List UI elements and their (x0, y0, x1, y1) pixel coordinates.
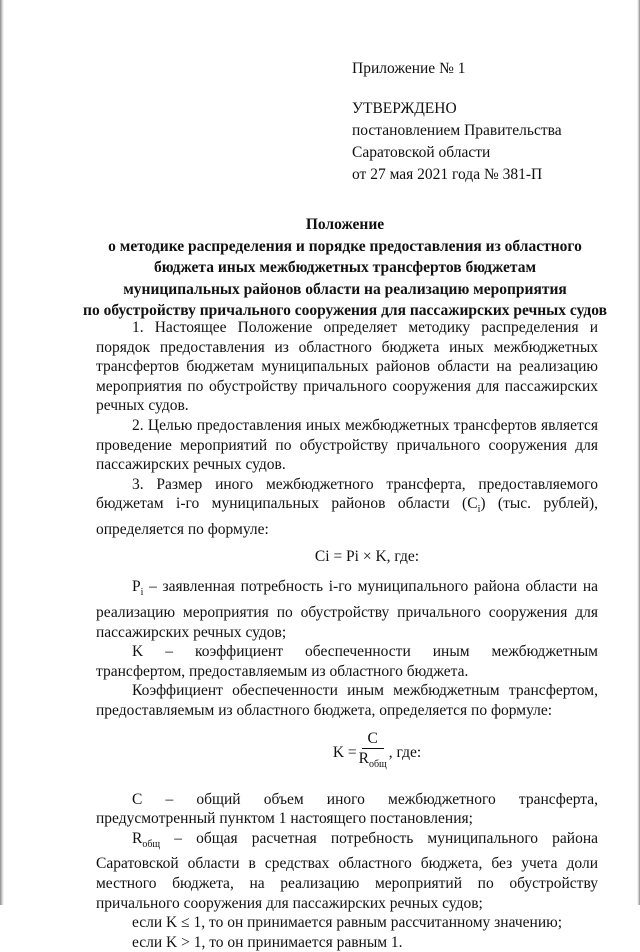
paragraph-3: 3. Размер иного межбюджетного трансферта, предоставляемого бюджетам i-го муниципальных районов области $(C_i)$ (тыс. рублей), определяется по формуле: (96, 475, 598, 539)
paragraph-k-formula-intro: Коэффициент обеспеченности иным межбюджетным трансфертом, предоставляемым из областного бюджета, определяется по формуле: (96, 682, 598, 719)
paragraph-condition-1: если K ≤ 1, то он принимается равным рассчитанному значению; (132, 914, 563, 932)
approved-label: УТВЕРЖДЕНО (352, 100, 457, 117)
title-line: бюджета иных межбюджетных трансфертов бюджетам (153, 259, 537, 276)
approval-block (352, 58, 562, 186)
scan-edge-left (0, 0, 4, 905)
title-line: муниципальных районов области на реализацию мероприятия (123, 280, 567, 298)
paragraph-k: K – коэффициент обеспеченности иным межбюджетным трансфертом, предоставляемым из областного бюджета. (96, 643, 598, 680)
paragraph-r: $R_{общ}$ – общая расчетная потребность муниципального района Саратовской области в средствах областного бюджета, без учета доли местного бюджета, на реализацию мероприятий по обустройству причального сооружения для пассажирских речных судов; (96, 829, 598, 912)
fraction-numerator: C (362, 730, 384, 749)
fraction-denominator: $R_{общ}$ (358, 750, 387, 771)
document-title (60, 214, 630, 322)
title-line: по обустройству причального сооружения для пассажирских речных судов (83, 302, 607, 319)
approval-region: Саратовской области (352, 144, 491, 161)
paragraph-pi: $P_i$ – заявленная потребность i-го муниципального района области на реализацию мероприятия по обустройству причального сооружения для пассажирских речных судов; (96, 578, 598, 641)
title-line: Положение (305, 216, 385, 233)
appendix-number: Приложение № 1 (352, 60, 466, 77)
approval-date: от 27 мая 2021 года № 381-П (352, 166, 543, 183)
paragraph-1: 1. Настоящее Положение определяет методику распределения и порядок предоставления из областного бюджета иных межбюджетных трансфертов бюджетам муниципальных районов области на реализацию мероприятия по обустройству причального сооружения для пассажирских речных судов. (96, 319, 598, 415)
document-body (96, 318, 598, 952)
approval-authority: постановлением Правительства (352, 122, 562, 139)
fraction (359, 730, 387, 775)
formula-ci: Ci = Pi × K, где: (314, 547, 420, 565)
paragraph-condition-2: если K > 1, то он принимается равным 1. (132, 933, 403, 951)
formula-k: K = $\frac{C}{R_{общ}}$ , где: (96, 730, 598, 775)
paragraph-2: 2. Целью предоставления иных межбюджетных трансфертов является проведение мероприятий по обустройству причального сооружения для пассажирских речных судов. (96, 416, 598, 474)
title-line: о методике распределения и порядке предоставления из областного (108, 237, 582, 255)
paragraph-c: C – общий объем иного межбюджетного трансферта, предусмотренный пунктом 1 настоящего постановления; (96, 790, 598, 828)
